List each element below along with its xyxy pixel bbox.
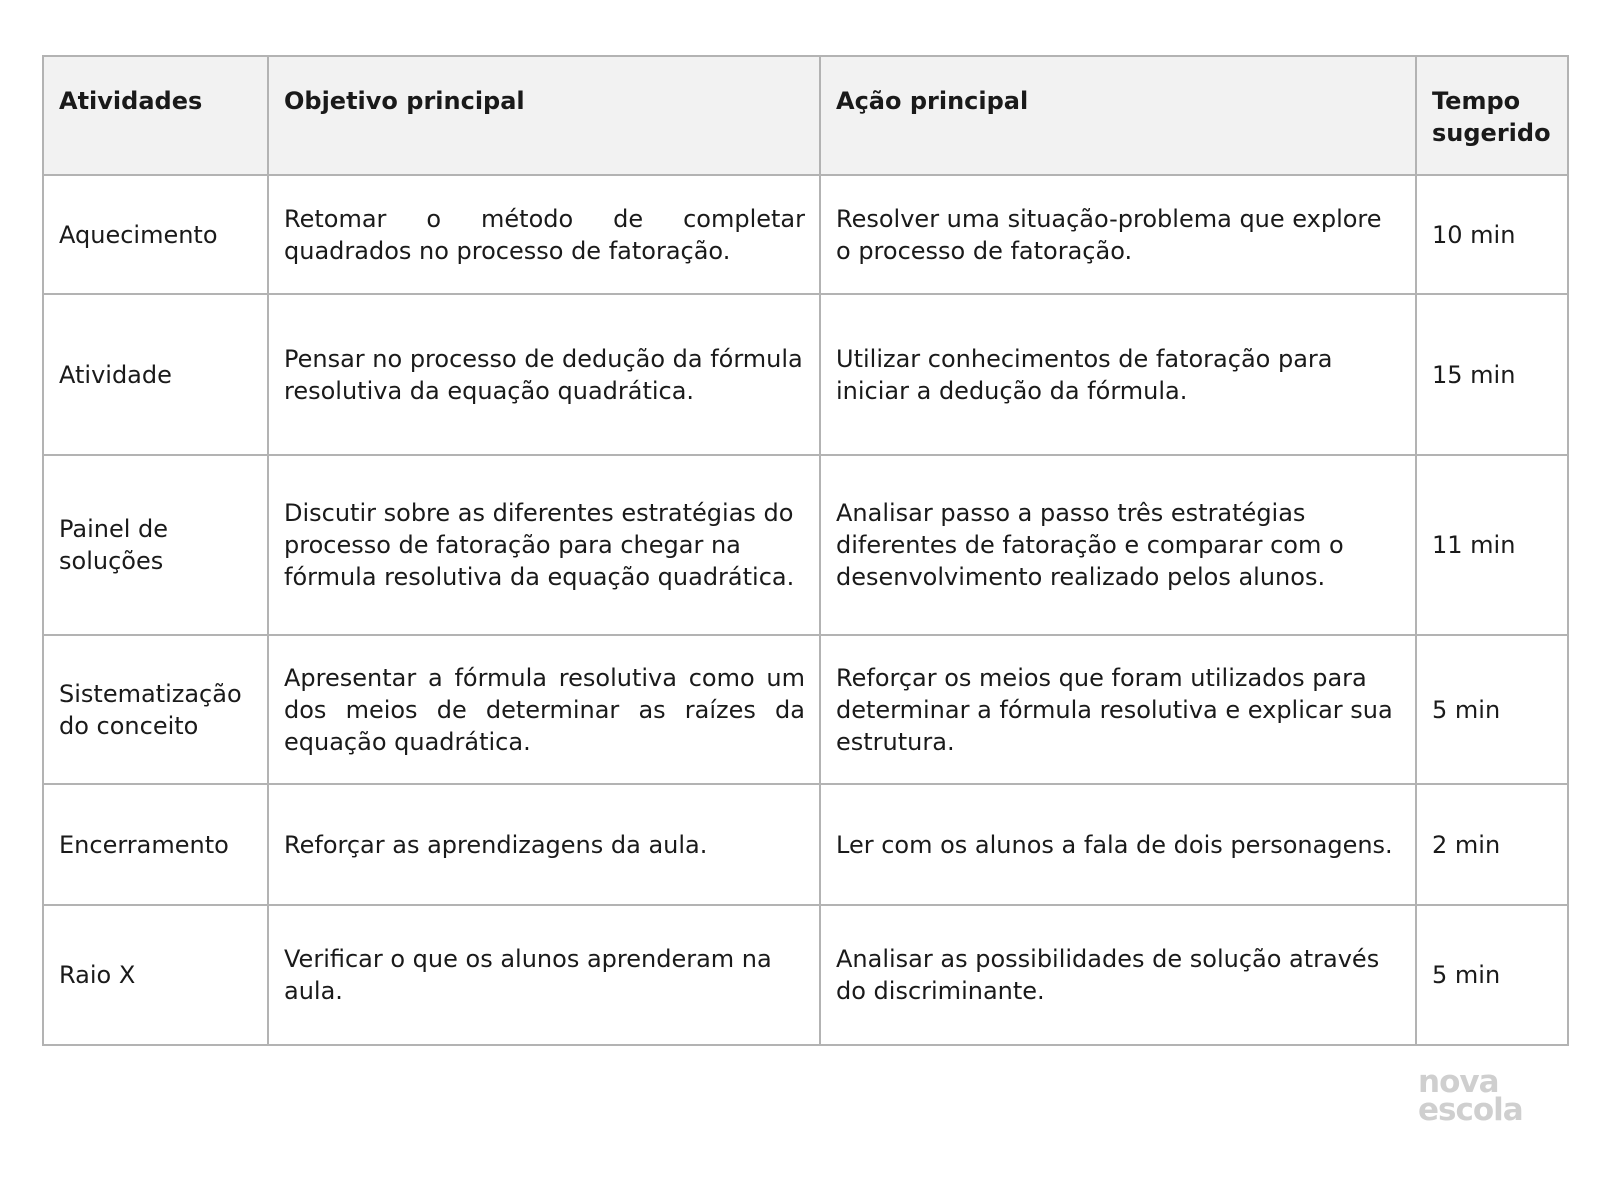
cell-tempo: 10 min — [1416, 175, 1568, 294]
cell-atividade: Aquecimento — [43, 175, 268, 294]
header-tempo-sugerido: Tempo sugerido — [1416, 56, 1568, 175]
cell-objetivo: Pensar no processo de dedução da fórmula resolutiva da equação quadrática. — [268, 294, 820, 455]
cell-atividade: Sistematização do conceito — [43, 635, 268, 784]
cell-acao: Analisar as possibilidades de solução através do discriminante. — [820, 905, 1416, 1045]
cell-tempo: 5 min — [1416, 905, 1568, 1045]
cell-tempo: 11 min — [1416, 455, 1568, 635]
cell-atividade: Encerramento — [43, 784, 268, 905]
cell-acao: Utilizar conhecimentos de fatoração para iniciar a dedução da fórmula. — [820, 294, 1416, 455]
cell-objetivo: Reforçar as aprendizagens da aula. — [268, 784, 820, 905]
table-row — [43, 175, 1568, 294]
cell-atividade: Atividade — [43, 294, 268, 455]
cell-acao: Ler com os alunos a fala de dois personagens. — [820, 784, 1416, 905]
logo-line-escola: escola — [1418, 1092, 1523, 1128]
table-row — [43, 905, 1568, 1045]
header-acao-principal: Ação principal — [820, 56, 1416, 175]
cell-tempo: 2 min — [1416, 784, 1568, 905]
lesson-plan-table — [42, 55, 1569, 1046]
table-row — [43, 635, 1568, 784]
cell-atividade: Painel de soluções — [43, 455, 268, 635]
cell-acao: Analisar passo a passo três estratégias diferentes de fatoração e comparar com o desenvolvimento realizado pelos alunos. — [820, 455, 1416, 635]
table-row — [43, 294, 1568, 455]
cell-objetivo: Apresentar a fórmula resolutiva como um dos meios de determinar as raízes da equação quadrática. — [268, 635, 820, 784]
cell-objetivo: Retomar o método de completar quadrados no processo de fatoração. — [268, 175, 820, 294]
cell-tempo: 5 min — [1416, 635, 1568, 784]
logo-line-nova: nova — [1418, 1064, 1499, 1100]
cell-tempo: 15 min — [1416, 294, 1568, 455]
header-objetivo-principal: Objetivo principal — [268, 56, 820, 175]
header-atividades: Atividades — [43, 56, 268, 175]
cell-atividade: Raio X — [43, 905, 268, 1045]
nova-escola-logo — [1418, 1064, 1523, 1128]
table-row — [43, 455, 1568, 635]
table-header-row — [43, 56, 1568, 175]
cell-objetivo: Discutir sobre as diferentes estratégias do processo de fatoração para chegar na fórmula resolutiva da equação quadrática. — [268, 455, 820, 635]
cell-acao: Reforçar os meios que foram utilizados para determinar a fórmula resolutiva e explicar sua estrutura. — [820, 635, 1416, 784]
table-row — [43, 784, 1568, 905]
cell-objetivo: Verificar o que os alunos aprenderam na aula. — [268, 905, 820, 1045]
cell-acao: Resolver uma situação-problema que explore o processo de fatoração. — [820, 175, 1416, 294]
